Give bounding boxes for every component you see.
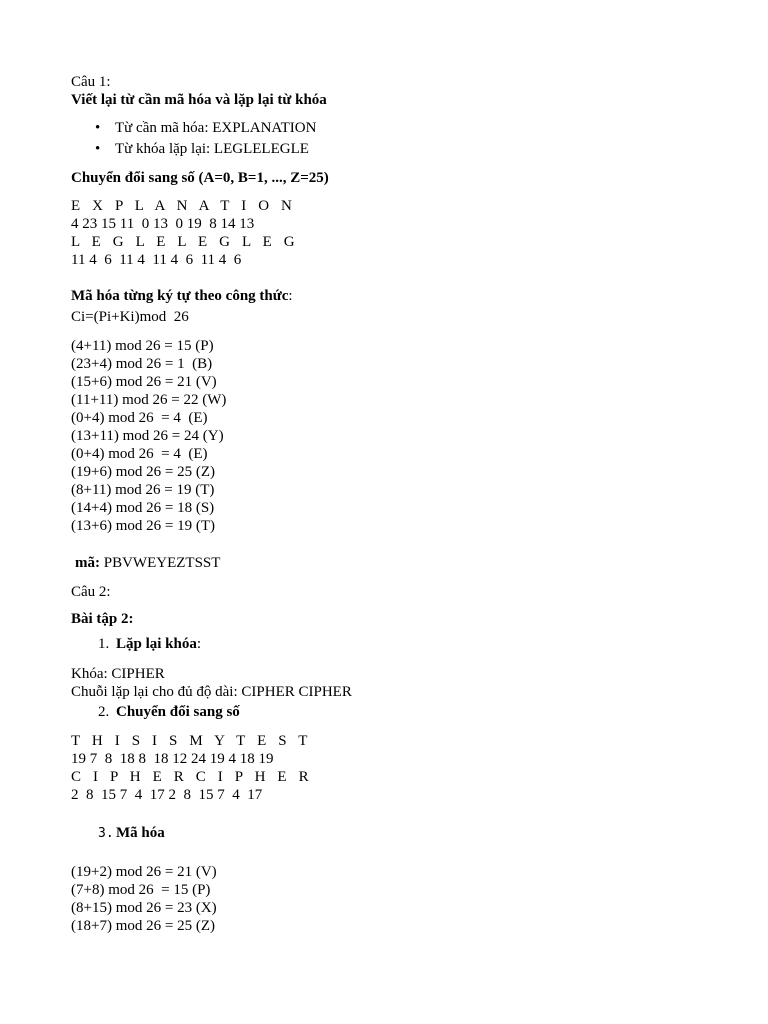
q1-formula: Ci=(Pi+Ki)mod 26 [71, 309, 189, 325]
list-item: (8+11) mod 26 = 19 (T) [71, 482, 215, 498]
q1-number-table [71, 197, 711, 269]
list-item: (4+11) mod 26 = 15 (P) [71, 338, 214, 354]
q1-steps [71, 337, 711, 535]
q1-bullet-list [71, 118, 711, 160]
item-label: Lặp lại khóa [116, 636, 197, 652]
q2-repeat-line: Chuỗi lặp lại cho đủ độ dài: CIPHER CIPHER [71, 684, 352, 700]
item-label: Mã hóa [116, 825, 165, 841]
list-item: (11+11) mod 26 = 22 (W) [71, 392, 227, 408]
list-item: (19+6) mod 26 = 25 (Z) [71, 464, 215, 480]
bullet-icon: • [95, 120, 101, 136]
q1-encrypt-heading [71, 287, 711, 305]
q2-item-2 [71, 703, 711, 721]
q1-convert-title: Chuyển đổi sang số (A=0, B=1, ..., Z=25) [71, 170, 329, 186]
q2-title: Bài tập 2: [71, 611, 134, 627]
table-row: E X P L A N A T I O N [71, 198, 294, 214]
q1-result-label: mã: [75, 555, 100, 571]
list-item: (15+6) mod 26 = 21 (V) [71, 374, 217, 390]
colon: : [288, 288, 293, 304]
list-item: (8+15) mod 26 = 23 (X) [71, 900, 217, 916]
q1-heading: Câu 1: [71, 74, 111, 90]
table-row: T H I S I S M Y T E S T [71, 733, 309, 749]
list-item: (0+4) mod 26 = 4 (E) [71, 410, 208, 426]
list-item: (13+6) mod 26 = 19 (T) [71, 518, 215, 534]
list-item: (7+8) mod 26 = 15 (P) [71, 882, 211, 898]
item-number: 2. [98, 704, 110, 720]
list-item: (23+4) mod 26 = 1 (B) [71, 356, 213, 372]
table-row: 11 4 6 11 4 11 4 6 11 4 6 [71, 252, 242, 268]
q2-heading: Câu 2: [71, 584, 111, 600]
table-row: L E G L E L E G L E G [71, 234, 297, 250]
list-item: (19+2) mod 26 = 21 (V) [71, 864, 217, 880]
item-number: 3. [98, 826, 114, 841]
q1-title: Viết lại từ cần mã hóa và lặp lại từ khóa [71, 92, 327, 108]
q2-steps [71, 863, 711, 935]
list-item: (0+4) mod 26 = 4 (E) [71, 446, 208, 462]
list-item [71, 139, 711, 160]
q2-number-table [71, 732, 711, 804]
q2-item-3 [71, 824, 711, 843]
item-label: Chuyển đổi sang số [116, 704, 240, 720]
table-row: 2 8 15 7 4 17 2 8 15 7 4 17 [71, 787, 263, 803]
table-row: 19 7 8 18 8 18 12 24 19 4 18 19 [71, 751, 274, 767]
q2-item-1 [71, 635, 711, 653]
q1-result-value: PBVWEYEZTSST [103, 555, 221, 571]
q1-encrypt-title: Mã hóa từng ký tự theo công thức [71, 288, 289, 304]
list-item [71, 118, 711, 139]
q2-key-line: Khóa: CIPHER [71, 666, 165, 682]
bullet-icon: • [95, 141, 101, 157]
colon: : [196, 636, 202, 652]
list-item: (13+11) mod 26 = 24 (Y) [71, 428, 224, 444]
table-row: 4 23 15 11 0 13 0 19 8 14 13 [71, 216, 255, 232]
q1-result [71, 554, 711, 572]
bullet-text: Từ khóa lặp lại: LEGLELEGLE [115, 141, 309, 157]
document-page [71, 73, 711, 935]
list-item: (18+7) mod 26 = 25 (Z) [71, 918, 215, 934]
list-item: (14+4) mod 26 = 18 (S) [71, 500, 215, 516]
item-number: 1. [98, 636, 110, 652]
table-row: C I P H E R C I P H E R [71, 769, 311, 785]
bullet-text: Từ cần mã hóa: EXPLANATION [115, 120, 317, 136]
